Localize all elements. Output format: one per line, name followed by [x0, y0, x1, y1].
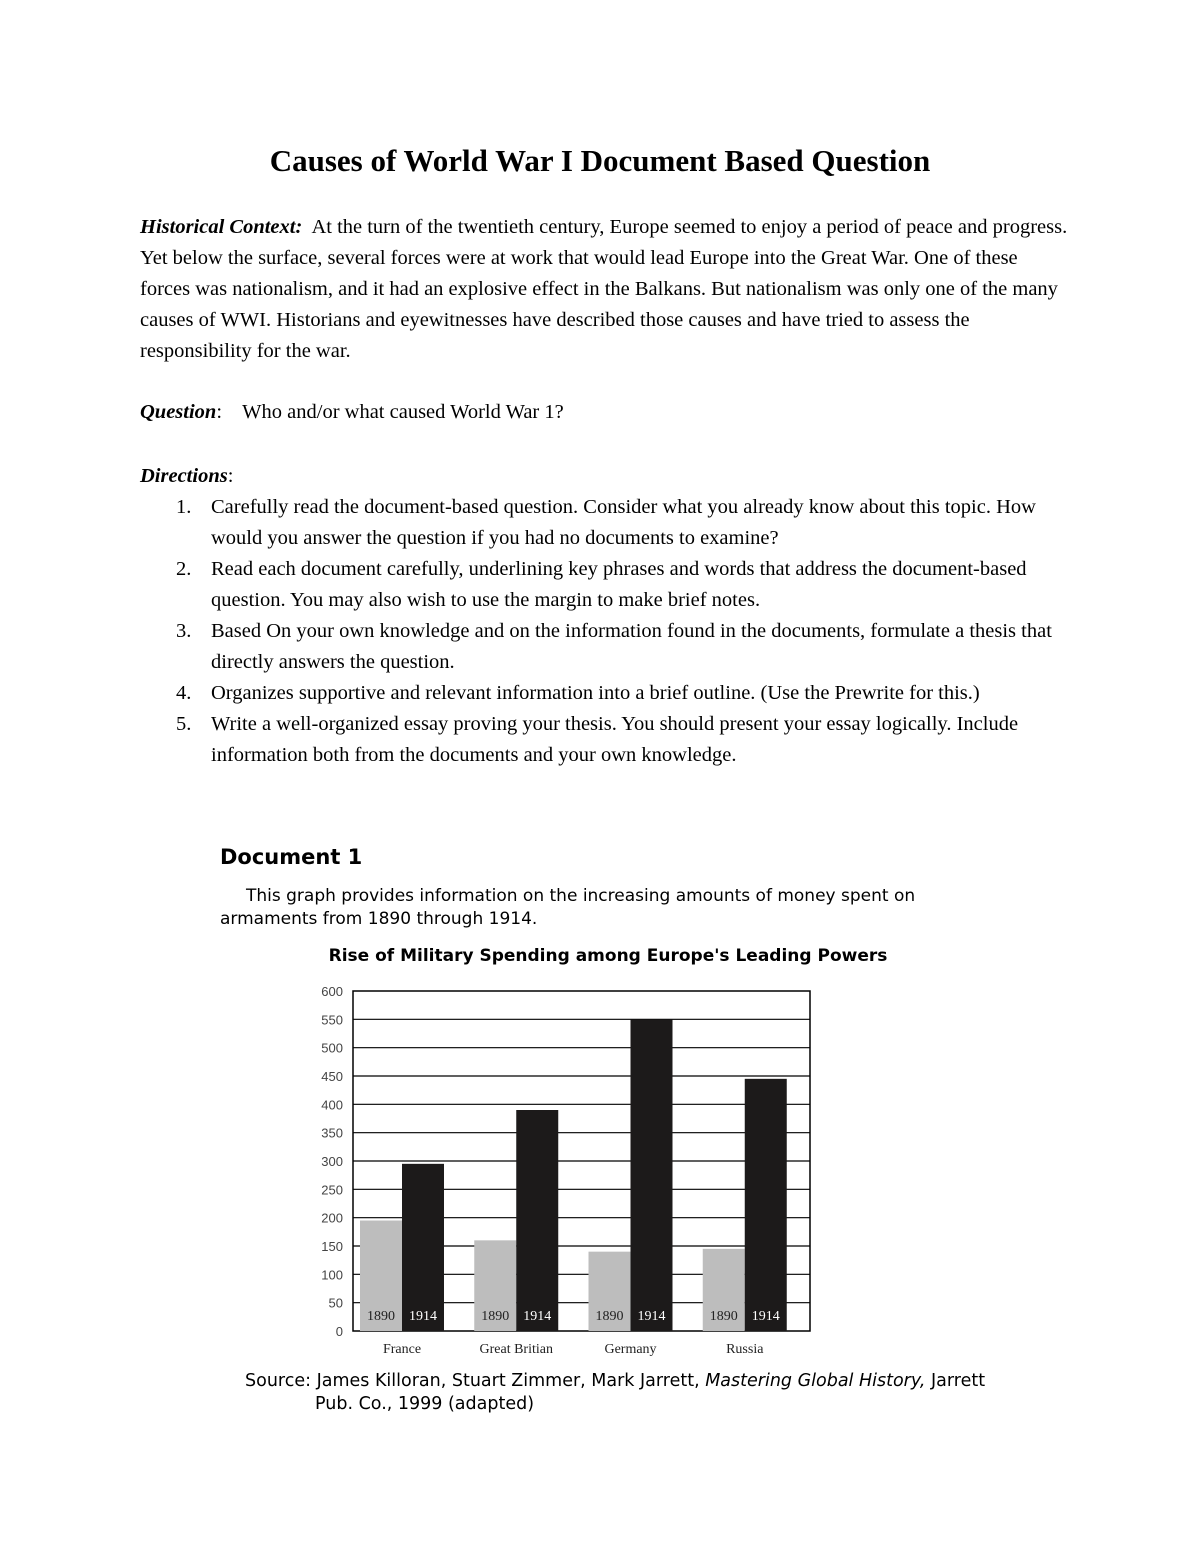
source-publisher: Pub. Co., 1999 (adapted): [315, 1394, 535, 1414]
x-tick-label: Germany: [604, 1342, 657, 1357]
directions-colon: :: [227, 465, 234, 487]
y-tick-label: 300: [321, 1154, 343, 1169]
question-text: Who and/or what caused World War 1?: [242, 401, 564, 423]
list-item-text: Based On your own knowledge and on the information found in the documents, formulate a thesis that directly answers the question.: [211, 620, 1052, 673]
list-item-number: 3.: [176, 620, 192, 642]
directions-list: [140, 492, 1070, 771]
y-tick-label: 600: [321, 984, 343, 999]
list-item: [140, 492, 1070, 554]
bar-germany-1914: [631, 1019, 673, 1331]
historical-context-text: At the turn of the twentieth century, Europe seemed to enjoy a period of peace and progress. Yet below the surface, several forces were at work that would lead Europe into the Great War. One of these forces was nationalism, and it had an explosive effect in the Balkans. But nationalism was only one of the many causes of WWI. Historians and eyewitnesses have described those causes and have tried to assess the responsibility for the war.: [140, 216, 1068, 362]
historical-context-label: Historical Context:: [140, 216, 303, 238]
y-tick-label: 400: [321, 1097, 343, 1113]
list-item-text: Carefully read the document-based question. Consider what you already know about this topic. How would you answer the question if you had no documents to examine?: [211, 496, 1036, 549]
page-title: Causes of World War I Document Based Question: [269, 143, 931, 178]
list-item-text: Write a well-organized essay proving your thesis. You should present your essay logically. Include information both from the documents and your own knowledge.: [211, 713, 1019, 766]
y-tick-label: 200: [321, 1210, 343, 1226]
list-item-number: 4.: [176, 682, 192, 704]
source-book-title: Mastering Global History,: [705, 1371, 926, 1391]
question-colon: :: [216, 401, 223, 423]
source-citation: [245, 1370, 1005, 1416]
x-tick-label: Russia: [726, 1342, 764, 1357]
list-item-number: 1.: [176, 496, 192, 518]
question-label: Question: [140, 401, 217, 423]
y-tick-label: 500: [321, 1040, 343, 1056]
list-item-text: Read each document carefully, underlining key phrases and words that address the document-based question. You may also wish to use the margin to make brief notes.: [211, 558, 1027, 611]
bar-year-label: 1914: [409, 1309, 437, 1324]
x-tick-label: France: [382, 1342, 422, 1357]
list-item-number: 2.: [176, 558, 192, 580]
bar-russia-1914: [745, 1079, 787, 1331]
chart-title: Rise of Military Spending among Europe's Leading Powers: [328, 946, 888, 966]
list-item: [140, 678, 1070, 709]
y-tick-label: 150: [321, 1239, 343, 1254]
list-item-text: Organizes supportive and relevant information into a brief outline. (Use the Prewrite for this.): [211, 682, 980, 704]
list-item: [140, 554, 1070, 616]
list-item-number: 5.: [176, 713, 192, 735]
y-tick-label: 0: [335, 1324, 343, 1339]
bar-year-label: 1890: [709, 1309, 738, 1324]
question: [140, 397, 1070, 428]
source-prefix: Source: James Killoran, Stuart Zimmer, Mark Jarrett,: [245, 1371, 706, 1391]
bar-great-britian-1914: [516, 1110, 558, 1331]
y-tick-label: 350: [321, 1125, 343, 1141]
bar-year-label: 1890: [481, 1309, 510, 1324]
y-tick-label: 250: [321, 1182, 343, 1198]
directions-heading: [140, 461, 1070, 492]
y-tick-label: 550: [321, 1012, 343, 1028]
source-suffix: Jarrett: [925, 1371, 986, 1391]
bar-france-1914: [402, 1164, 444, 1331]
y-tick-label: 450: [321, 1069, 343, 1084]
bar-year-label: 1890: [367, 1309, 395, 1324]
document-description: This graph provides information on the increasing amounts of money spent on armaments from 1890 through 1914.: [220, 886, 916, 929]
y-tick-label: 50: [328, 1295, 343, 1311]
y-tick-label: 100: [321, 1267, 343, 1283]
bar-year-label: 1890: [595, 1309, 624, 1324]
bar-year-label: 1914: [751, 1309, 780, 1324]
bar-year-label: 1914: [523, 1309, 552, 1324]
list-item: [140, 616, 1070, 678]
directions-label: Directions: [140, 465, 228, 487]
document-heading: Document 1: [220, 845, 363, 869]
bar-year-label: 1914: [637, 1309, 666, 1324]
historical-context: [140, 212, 1070, 367]
military-spending-chart: [300, 978, 840, 1358]
x-tick-label: Great Britian: [479, 1342, 553, 1357]
list-item: [140, 709, 1070, 771]
